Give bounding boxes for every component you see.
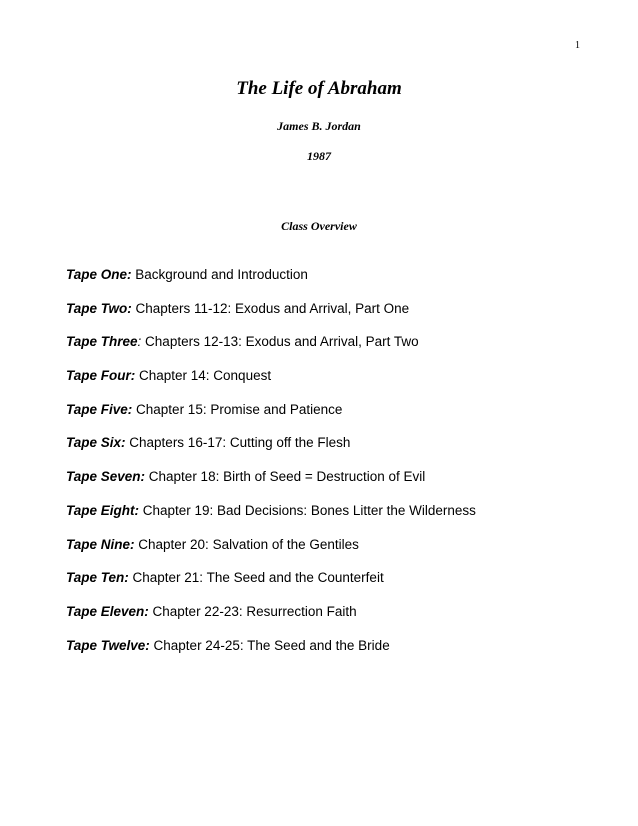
list-item [66, 536, 626, 570]
tape-label: Tape Four: [66, 368, 136, 384]
tape-description: Chapter 20: Salvation of the Gentiles [134, 536, 359, 552]
list-item [66, 401, 626, 435]
tape-label: Tape Five: [66, 401, 133, 417]
list-item [66, 502, 626, 536]
list-item [66, 468, 626, 502]
list-item [66, 434, 626, 468]
tape-description: Chapter 15: Promise and Patience [132, 401, 343, 417]
tape-label: Tape Two: [66, 300, 132, 316]
tape-description: Chapter 24-25: The Seed and the Bride [149, 637, 390, 653]
tape-description: Chapter 18: Birth of Seed = Destruction of Evil [145, 469, 426, 485]
list-item [66, 603, 626, 637]
list-item [66, 637, 626, 671]
tape-description: Chapters 11-12: Exodus and Arrival, Part One [131, 300, 410, 316]
tape-label: Tape Eleven: [66, 603, 149, 619]
tape-description: Chapter 19: Bad Decisions: Bones Litter the Wilderness [139, 502, 476, 518]
tape-label: Tape One: [66, 267, 132, 282]
tape-description: Chapter 14: Conquest [135, 368, 272, 384]
tape-description: Chapters 16-17: Cutting off the Flesh [125, 435, 351, 451]
list-item [66, 333, 626, 367]
tape-description: Chapter 21: The Seed and the Counterfeit [128, 570, 384, 586]
tape-label: Tape Twelve: [66, 637, 150, 653]
tape-label: Tape Eight: [66, 502, 139, 518]
tape-label: Tape Three [66, 334, 138, 350]
list-item [66, 266, 626, 300]
tape-label: Tape Six: [66, 435, 126, 451]
tape-separator: : [137, 334, 142, 350]
page-number: 1 [575, 40, 580, 51]
tape-label: Tape Nine: [66, 536, 135, 552]
tape-label: Tape Seven: [66, 469, 146, 485]
list-item [66, 367, 626, 401]
publication-year: 1987 [307, 149, 331, 163]
section-heading: Class Overview [281, 219, 357, 233]
list-item [66, 569, 626, 603]
tape-description: Background and Introduction [131, 267, 308, 282]
tape-label: Tape Ten: [66, 570, 129, 586]
tape-description: Chapters 12-13: Exodus and Arrival, Part Two [141, 334, 419, 350]
tape-description: Chapter 22-23: Resurrection Faith [148, 603, 357, 619]
list-item [66, 300, 626, 334]
document-title: The Life of Abraham [236, 78, 402, 99]
tape-list [66, 266, 626, 670]
author-name: James B. Jordan [277, 119, 361, 133]
